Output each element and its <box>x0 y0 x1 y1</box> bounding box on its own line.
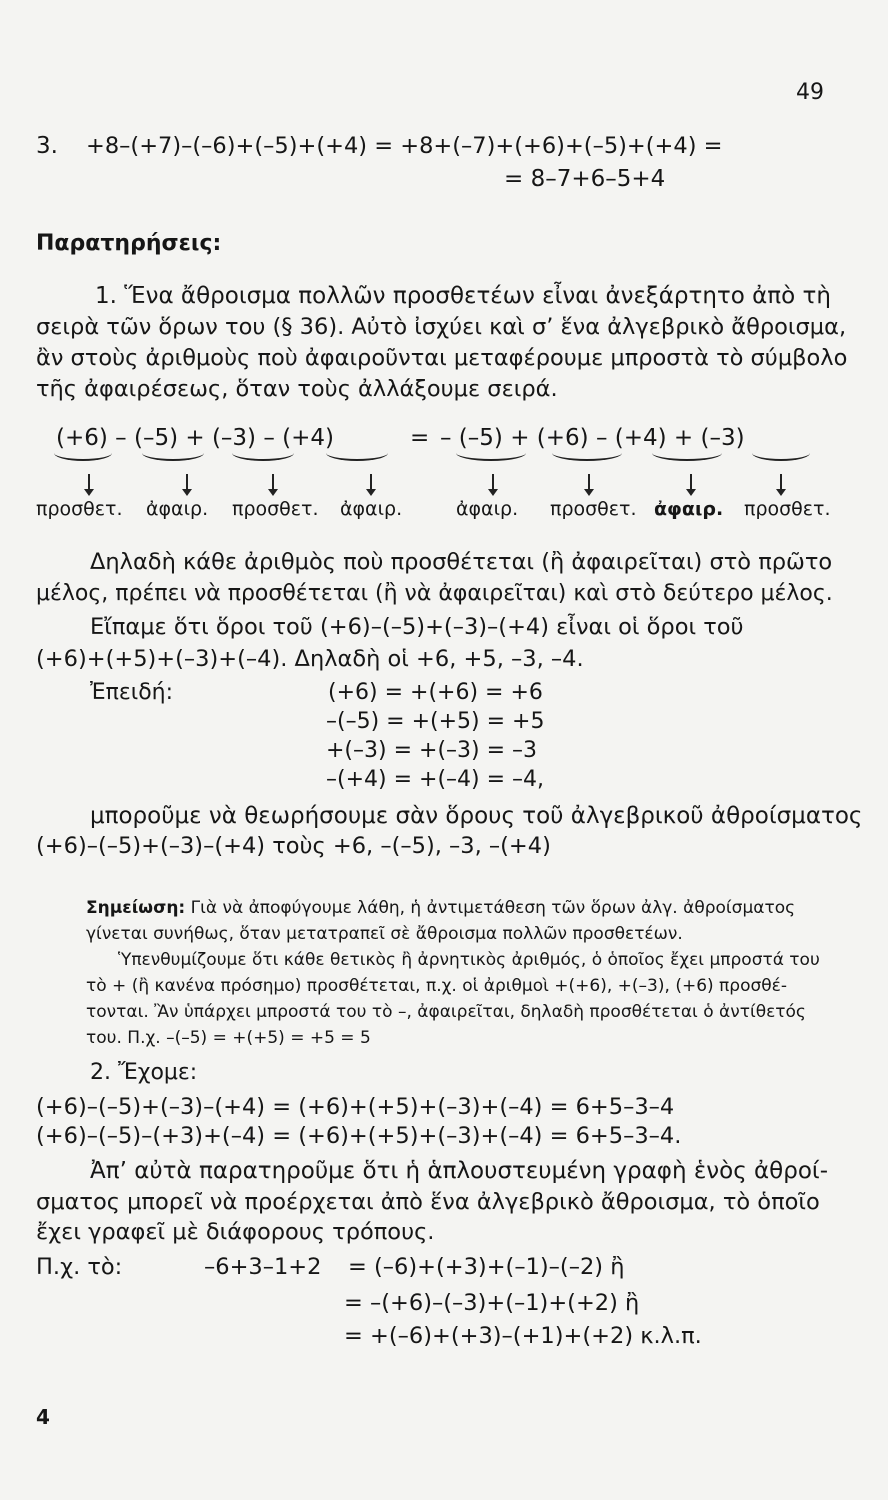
since-row: +(–3) = +(–3) = –3 <box>326 738 538 763</box>
term-arrow <box>186 474 188 490</box>
remark2-eq1: (+6)–(–5)+(–3)–(+4) = (+6)+(+5)+(–3)+(–4) = 6+5–3–4 <box>36 1094 675 1120</box>
example-final-row: = –(+6)–(–3)+(–1)+(+2) ἢ <box>344 1290 640 1316</box>
term-arrow <box>588 474 590 490</box>
term-arrow <box>780 474 782 490</box>
note-line: Ὑπενθυμίζουμε ὅτι κάθε θετικὸς ἢ ἀρνητικὸς ἀριθμός, ὁ ὁποῖος ἔχει μπροστά του <box>118 950 820 970</box>
term-brace <box>142 445 204 461</box>
paragraph2-line: (+6)+(+5)+(–3)+(–4). Δηλαδὴ οἱ +6, +5, –3, –4. <box>36 646 584 672</box>
example-final-expr: –6+3–1+2 <box>204 1254 322 1280</box>
term-label: προσθετ. <box>550 498 637 520</box>
section-3-line1: +8–(+7)–(–6)+(–5)+(+4) = +8+(–7)+(+6)+(–5)+(+4) = <box>86 133 723 159</box>
term-arrow <box>492 474 494 490</box>
example-final-row: = +(–6)+(+3)–(+1)+(+2) κ.λ.π. <box>344 1323 702 1349</box>
remark1-line: 1. Ἕνα ἄθροισμα πολλῶν προσθετέων εἶναι ἀνεξάρτητο ἀπὸ τὴ <box>95 283 831 309</box>
example-expr-eq: = <box>410 425 430 451</box>
note-first-line <box>86 898 795 918</box>
remark1-line: σειρὰ τῶν ὅρων του (§ 36). Αὐτὸ ἰσχύει καὶ σ’ ἕνα ἀλγεβρικὸ ἄθροισμα, <box>36 314 847 340</box>
term-arrow <box>88 474 90 490</box>
example-final-label: Π.χ. τὸ: <box>36 1254 123 1280</box>
note-line: τὸ + (ἢ κανένα πρόσημο) προσθέτεται, π.χ. οἱ ἀριθμοὶ +(+6), +(–3), (+6) προσθέ- <box>86 976 787 996</box>
paragraph2-line: Δηλαδὴ κάθε ἀριθμὸς ποὺ προσθέτεται (ἢ ἀφαιρεῖται) στὸ πρῶτο <box>90 549 833 575</box>
term-arrow <box>690 474 692 490</box>
paragraph3-line: μποροῦμε νὰ θεωρήσουμε σὰν ὅρους τοῦ ἀλγεβρικοῦ ἀθροίσματος <box>90 803 863 829</box>
term-brace <box>326 445 388 461</box>
remark1-line: τῆς ἀφαιρέσεως, ὅταν τοὺς ἀλλάξουμε σειρά. <box>36 376 558 402</box>
term-label: προσθετ. <box>232 498 319 520</box>
remark2-eq2: (+6)–(–5)–(+3)+(–4) = (+6)+(+5)+(–3)+(–4) = 6+5–3–4. <box>36 1123 682 1149</box>
term-arrow <box>272 474 274 490</box>
paragraph4-line: σματος μπορεῖ νὰ προέρχεται ἀπὸ ἕνα ἀλγεβρικὸ ἄθροισμα, τὸ ὁποῖο <box>36 1189 820 1215</box>
since-row: (+6) = +(+6) = +6 <box>328 680 543 705</box>
section-3-line2: = 8–7+6–5+4 <box>504 166 666 192</box>
note-line: γίνεται συνήθως, ὅταν μετατραπεῖ σὲ ἄθροισμα πολλῶν προσθετέων. <box>86 924 683 944</box>
term-label: ἀφαιρ. <box>340 498 403 520</box>
example-final-row: = (–6)+(+3)+(–1)–(–2) ἢ <box>348 1254 625 1280</box>
term-label: ἀφαιρ. <box>654 498 724 520</box>
note-line: του. Π.χ. –(–5) = +(+5) = +5 = 5 <box>86 1028 371 1048</box>
note-line: τονται. Ἂν ὑπάρχει μπροστά του τὸ –, ἀφαιρεῖται, δηλαδὴ προσθέτεται ὁ ἀντίθετός <box>86 1002 806 1022</box>
term-label: προσθετ. <box>36 498 123 520</box>
paragraph2-line: Εἴπαμε ὅτι ὅροι τοῦ (+6)–(–5)+(–3)–(+4) εἶναι οἱ ὅροι τοῦ <box>90 614 744 640</box>
remark2-label: 2. Ἔχομε: <box>90 1060 198 1085</box>
paragraph2-line: μέλος, πρέπει νὰ προσθέτεται (ἢ νὰ ἀφαιρεῖται) καὶ στὸ δεύτερο μέλος. <box>36 581 833 606</box>
term-label: ἀφαιρ. <box>456 498 519 520</box>
paragraph3-line: (+6)–(–5)+(–3)–(+4) τοὺς +6, –(–5), –3, –(+4) <box>36 833 551 859</box>
remarks-heading: Παρατηρήσεις: <box>36 231 222 256</box>
since-row: –(+4) = +(–4) = –4, <box>326 767 545 792</box>
remark1-line: ἂν στοὺς ἀριθμοὺς ποὺ ἀφαιροῦνται μεταφέρουμε μπροστὰ τὸ σύμβολο <box>36 345 848 371</box>
term-label: ἀφαιρ. <box>146 498 209 520</box>
example-expr-right: – (–5) + (+6) – (+4) + (–3) <box>440 425 745 451</box>
page-number: 49 <box>796 80 824 105</box>
term-brace <box>54 445 112 461</box>
paragraph4-line: Ἀπ’ αὐτὰ παρατηροῦμε ὅτι ἡ ἁπλουστευμένη γραφὴ ἑνὸς ἀθροί- <box>90 1158 828 1184</box>
since-row: –(–5) = +(+5) = +5 <box>326 709 545 734</box>
example-expr-left: (+6) – (–5) + (–3) – (+4) <box>56 425 334 451</box>
since-label: Ἐπειδή: <box>90 680 174 705</box>
paragraph4-line: ἔχει γραφεῖ μὲ διάφορους τρόπους. <box>36 1219 435 1245</box>
note-label: Σημείωση: <box>86 898 186 918</box>
term-brace <box>456 445 526 461</box>
note-text: Γιὰ νὰ ἀποφύγουμε λάθη, ἡ ἀντιμετάθεση τῶν ὅρων ἀλγ. ἀθροίσματος <box>190 898 796 918</box>
term-brace <box>552 445 622 461</box>
section-3-label: 3. <box>36 133 58 159</box>
term-brace <box>232 445 294 461</box>
term-label: προσθετ. <box>744 498 831 520</box>
term-arrow <box>370 474 372 490</box>
footer-number: 4 <box>36 1405 50 1429</box>
term-brace <box>752 445 810 461</box>
term-brace <box>652 445 722 461</box>
